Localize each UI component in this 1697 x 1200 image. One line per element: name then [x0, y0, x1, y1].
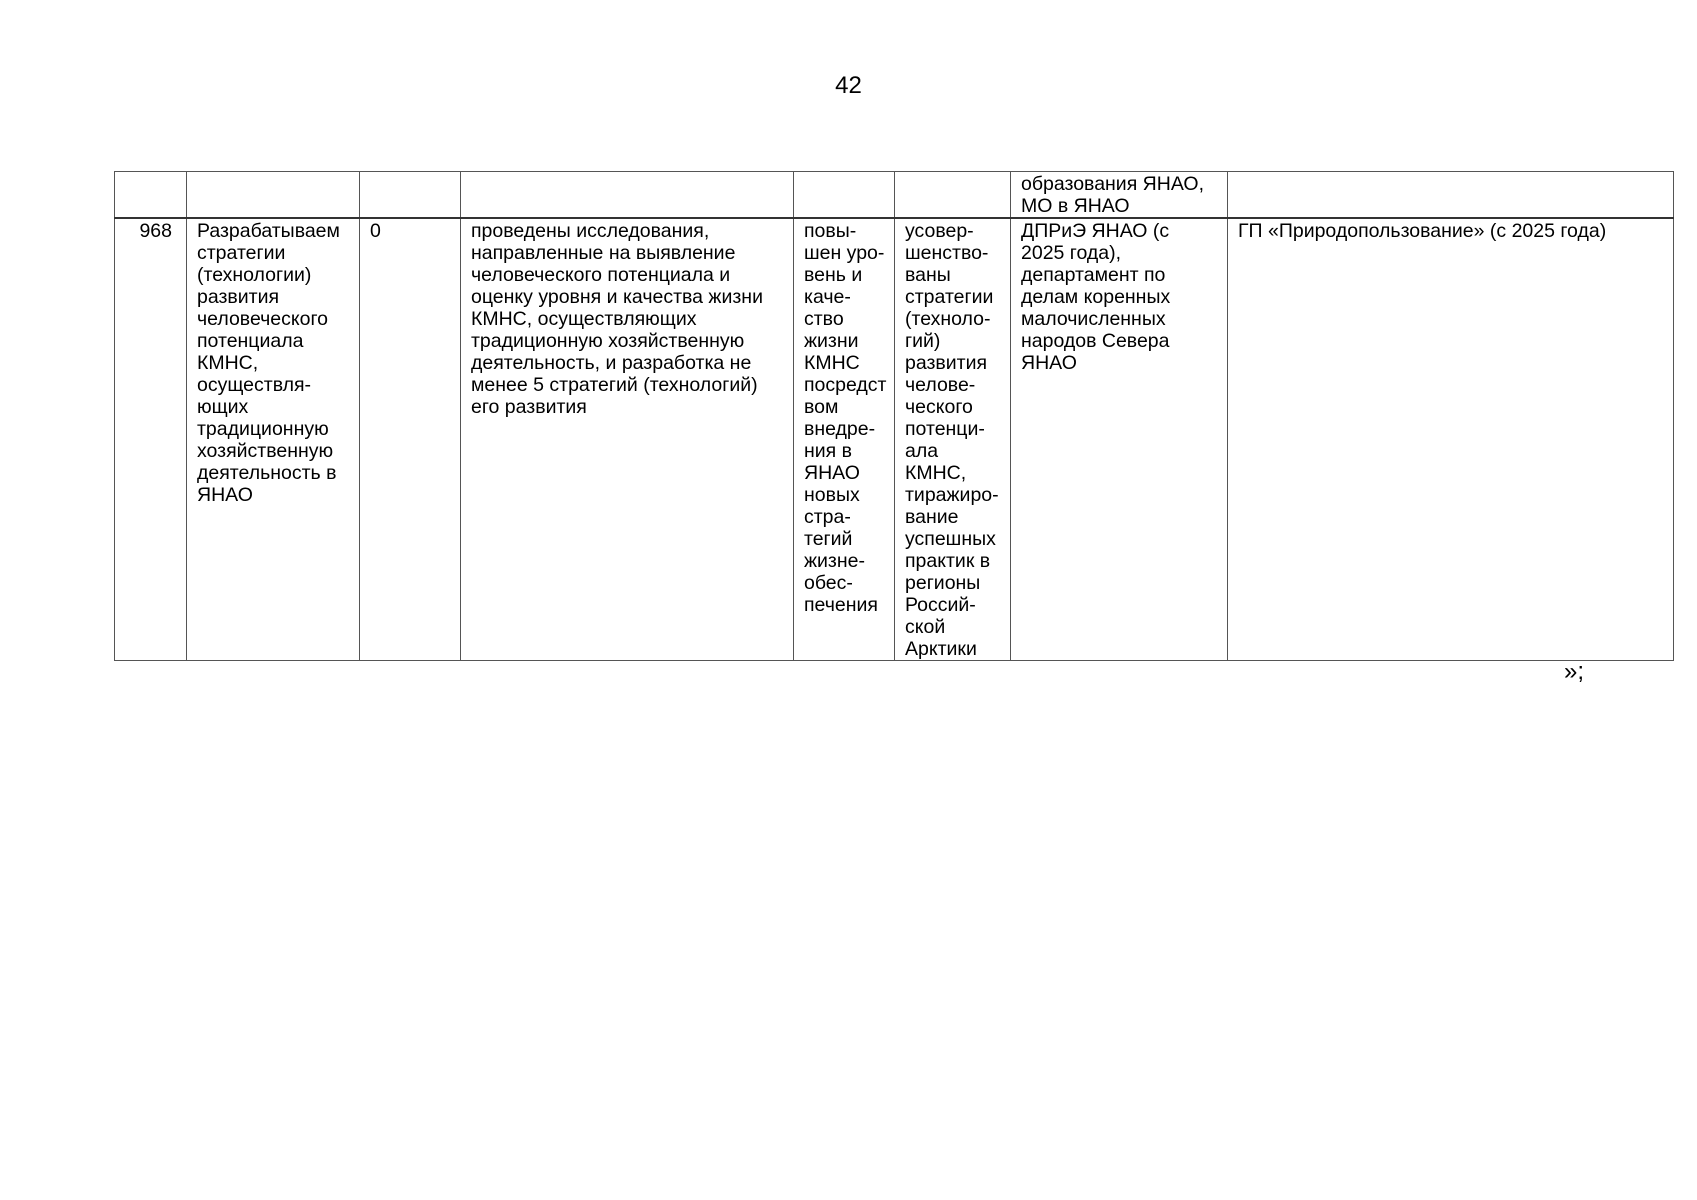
- cell-result: [794, 172, 895, 219]
- cell-effect: усовер- шенство- ваны стратегии (техноло- гий) развития челове- ческого потенци- ала КМНС, тиражиро- вание успешных практик в регионы Россий- ской Арктики: [895, 218, 1011, 661]
- closing-quote-mark: »;: [1564, 658, 1585, 685]
- cell-program: ГП «Природопользование» (с 2025 года): [1228, 218, 1674, 661]
- cell-value: 0: [360, 218, 461, 661]
- table-row-continued: [115, 172, 1674, 219]
- cell-number: [115, 172, 187, 219]
- cell-measure-name: [187, 172, 360, 219]
- cell-result: повы- шен уро- вень и каче- ство жизни КМНС посредст вом внедре- ния в ЯНАО новых стра- тегий жизне- обес- печения: [794, 218, 895, 661]
- measures-table: [114, 171, 1674, 661]
- cell-number: 968: [115, 218, 187, 661]
- cell-responsible: ДПРиЭ ЯНАО (с 2025 года), департамент по делам коренных малочисленных народов Севера ЯНАО: [1011, 218, 1228, 661]
- cell-description: [461, 172, 794, 219]
- cell-responsible: образования ЯНАО, МО в ЯНАО: [1011, 172, 1228, 219]
- table-row: [115, 218, 1674, 661]
- cell-effect: [895, 172, 1011, 219]
- cell-program: [1228, 172, 1674, 219]
- cell-description: проведены исследования, направленные на выявление человеческого потенциала и оценку уровня и качества жизни КМНС, осуществляющих традиционную хозяйственную деятельность, и разработка не менее 5 стратегий (технологий) его развития: [461, 218, 794, 661]
- page-number: 42: [835, 72, 862, 99]
- cell-value: [360, 172, 461, 219]
- cell-measure-name: Разрабатываем стратегии (технологии) развития человеческого потенциала КМНС, осуществля- ющих традиционную хозяйственную деятельность в ЯНАО: [187, 218, 360, 661]
